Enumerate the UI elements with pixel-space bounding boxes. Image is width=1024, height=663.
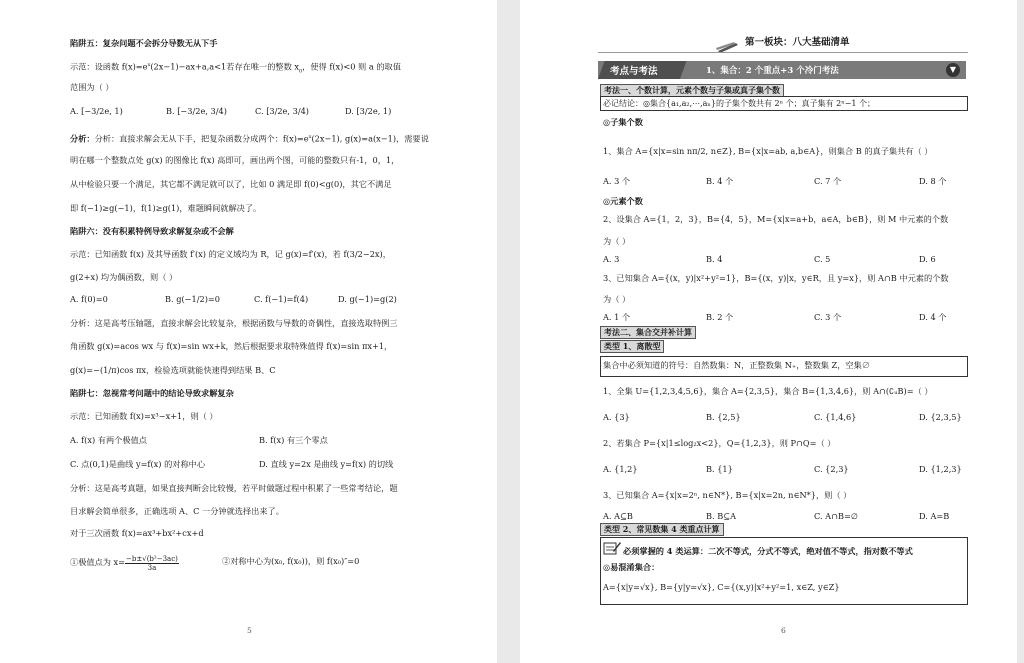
subset-subheading: ◎子集个数 xyxy=(603,117,643,127)
method2-heading: 考法二、集合交并补计算 xyxy=(600,326,696,339)
q4-option-a: A. {3} xyxy=(603,412,630,422)
q4-option-d: D. {2,3,5} xyxy=(919,412,962,422)
trap6-option-b: B. g(−1/2)=0 xyxy=(165,294,220,304)
trap5-title: 陷阱五：复杂问题不会拆分导数无从下手 xyxy=(70,38,218,48)
trap5-option-b: B. [−3/2e, 3/4) xyxy=(166,106,227,116)
question-6: 3、已知集合 A={x|x=2ⁿ, n∈N*}, B={x|x=2n, n∈N*}，则（ ） xyxy=(603,490,852,500)
q5-option-b: B. {1} xyxy=(706,464,733,474)
method1-heading: 考法一、个数计算，元素个数与子集或真子集个数 xyxy=(600,84,784,97)
trap5-analysis-line1: 分析：分析：直接求解会无从下手，把复杂函数分成两个：$f(x)=e^x(2x-1)$, g(x)=a(x−1)，需要说 xyxy=(70,133,429,144)
q6-option-d: D. A=B xyxy=(919,511,950,521)
page-number-right: 6 xyxy=(781,626,786,635)
trap5-question-line1: 示范：设函数 $f(x)=e^x(2x-1)-ax+a,a<1$若存在唯一的整数 $x_0$，使得 f(x)<0 则 a 的取值 xyxy=(70,61,401,75)
q2-option-a: A. 3 xyxy=(603,254,620,264)
trap7-point1: ①极值点为 x= $\frac{\text{−b±√(b²−3ac)}}{3a}$ xyxy=(70,554,178,572)
q1-option-d: D. 8 个 xyxy=(919,176,947,186)
trap5-option-a: A. [−3/2e, 1) xyxy=(70,106,123,116)
question-1: 1、集合 A={x|x=sin nπ/2, n∈Z}, B={x|x=ab, a,b∈A}，则集合 B 的真子集共有（ ） xyxy=(603,146,933,156)
extremum-fraction: $\frac{\text{−b±√(b²−3ac)}}{3a}$ xyxy=(126,554,178,572)
trap5-analysis-line4: 即 f(−1)≥g(−1)，f(1)≥g(1)，难题瞬间就解决了。 xyxy=(70,203,262,213)
q2-option-b: B. 4 xyxy=(706,254,723,264)
trap5-question-line2: 范围为（ ） xyxy=(70,82,114,92)
type2-must-know: 必须掌握的 4 类运算：二次不等式，分式不等式，绝对值不等式，指对数不等式 xyxy=(623,546,913,556)
type2-easy-confuse: ◎易混淆集合： xyxy=(603,562,660,572)
section-band-subtitle: 1、集合：2 个重点+3 个冷门考法 xyxy=(706,66,839,76)
q3-option-b: B. 2 个 xyxy=(706,312,734,322)
trap7-option-d: D. 直线 y=2x 是曲线 y=f(x) 的切线 xyxy=(259,459,394,469)
trap6-analysis-line2: 角函数 g(x)=acos wx 与 f(x)=sin wx+k，然后根据要求取特殊值得 f(x)=sin πx+1， xyxy=(70,341,393,351)
block-title: 第一板块：八大基础清单 xyxy=(745,37,850,48)
pencil-icon xyxy=(603,540,621,554)
q3-option-d: D. 4 个 xyxy=(919,312,947,322)
trap6-option-a: A. f(0)=0 xyxy=(70,294,108,304)
question-3-line2: 为（ ） xyxy=(603,294,631,304)
trap6-option-c: C. f(−1)=f(4) xyxy=(254,294,309,304)
method1-conclusion: 必记结论：◎集合{a₁,a₂,⋯,aₙ}的子集个数共有 2ⁿ 个；真子集有 2ⁿ−1 个； xyxy=(603,99,876,108)
type2-sets: A={x|y=√x}, B={y|y=√x}, C={(x,y)|x²+y²=1, x∈Z, y∈Z} xyxy=(603,582,840,592)
q4-option-b: B. {2,5} xyxy=(706,412,741,422)
q5-option-d: D. {1,2,3} xyxy=(919,464,962,474)
q1-option-a: A. 3 个 xyxy=(603,176,631,186)
trap5-option-c: C. [3/2e, 3/4) xyxy=(255,106,309,116)
question-5: 2、若集合 P={x|1≤log₂x<2}，Q={1,2,3}，则 P∩Q=（ ） xyxy=(603,438,836,448)
trap7-analysis-line2: 目求解会简单很多，正确选项 A、C 一分钟就选择出来了。 xyxy=(70,506,284,516)
element-count-subheading: ◎元素个数 xyxy=(603,196,643,206)
question-2-line2: 为（ ） xyxy=(603,236,631,246)
trap7-point2: ②对称中心为(x₀, f(x₀))，则 f(x₀)″=0 xyxy=(222,556,360,566)
block-title-icon xyxy=(716,38,740,50)
trap6-question-line2: g(2+x) 均为偶函数，则（ ） xyxy=(70,272,178,282)
trap7-option-b: B. f(x) 有三个零点 xyxy=(259,435,328,445)
left-page xyxy=(0,0,497,663)
type2-heading: 类型 2、常见数集 4 类重点计算 xyxy=(600,523,724,536)
trap7-title: 陷阱七：忽视常考问题中的结论导致求解复杂 xyxy=(70,388,234,398)
q5-option-a: A. {1,2} xyxy=(603,464,638,474)
question-2-line1: 2、设集合 A={1，2，3}，B={4，5}，M={x|x=a+b，a∈A，b∈B}，则 M 中元素的个数 xyxy=(603,214,949,224)
trap6-analysis-line3: g(x)=−(1/π)cos πx，检验选项就能快速得到结果 B、C xyxy=(70,365,276,375)
type1-heading: 类型 1、离散型 xyxy=(600,340,664,353)
q1-option-c: C. 7 个 xyxy=(814,176,842,186)
trap7-cubic: 对于三次函数 f(x)=ax³+bx²+cx+d xyxy=(70,528,204,538)
q5-option-c: C. {2,3} xyxy=(814,464,849,474)
q6-option-c: C. A∩B=∅ xyxy=(814,511,858,521)
q3-option-c: C. 3 个 xyxy=(814,312,842,322)
trap7-analysis-line1: 分析：这是高考真题，如果直接判断会比较慢，若平时做题过程中积累了一些常考结论，题 xyxy=(70,483,398,493)
q6-option-a: A. A⊆B xyxy=(603,511,633,521)
trap6-title: 陷阱六：没有积累特例导致求解复杂或不会解 xyxy=(70,226,234,236)
trap6-option-d: D. g(−1)=g(2) xyxy=(338,294,397,304)
q4-option-c: C. {1,4,6} xyxy=(814,412,857,422)
q1-option-b: B. 4 个 xyxy=(706,176,734,186)
trap6-question-line1: 示范：已知函数 f(x) 及其导函数 f′(x) 的定义域均为 R，记 g(x)=f′(x)，若 f(3/2−2x)， xyxy=(70,249,391,259)
q3-option-a: A. 1 个 xyxy=(603,312,631,322)
type1-symbols: 集合中必须知道的符号：自然数集：N，正整数集 N₊，整数集 Z，空集∅ xyxy=(603,360,870,370)
q6-option-b: B. B⊆A xyxy=(706,511,737,521)
q2-option-c: C. 5 xyxy=(814,254,831,264)
title-rule xyxy=(598,52,968,53)
section-band-label: 考点与考法 xyxy=(610,66,658,77)
page-number: 5 xyxy=(247,626,252,635)
chevron-down-icon: ▼ xyxy=(946,63,960,77)
trap5-analysis-line2: 明在哪一个整数点处 g(x) 的图像比 f(x) 高即可，画出两个图，可能的整数只有-1，0，1， xyxy=(70,155,400,165)
question-3-line1: 3、已知集合 A={(x，y)|x²+y²=1}，B={(x，y)|x，y∈R，且 y=x}，则 A∩B 中元素的个数 xyxy=(603,273,949,283)
trap7-option-c: C. 点(0,1)是曲线 y=f(x) 的对称中心 xyxy=(70,459,206,469)
q2-option-d: D. 6 xyxy=(919,254,936,264)
question-4: 1、全集 U={1,2,3,4,5,6}，集合 A={2,3,5}，集合 B={1,3,4,6}，则 A∩(∁ᵤB)=（ ） xyxy=(603,386,933,396)
trap6-analysis-line1: 分析：这是高考压轴题，直接求解会比较复杂，根据函数与导数的奇偶性，直接选取特例三 xyxy=(70,318,398,328)
trap7-option-a: A. f(x) 有两个极值点 xyxy=(70,435,147,445)
trap5-analysis-line3: 从中检验只要一个满足，其它都不满足就可以了，比如 0 满足即 f(0)<g(0)，其它不满足 xyxy=(70,179,392,189)
trap7-question: 示范：已知函数 f(x)=x³−x+1，则（ ） xyxy=(70,411,218,421)
trap5-option-d: D. [3/2e, 1) xyxy=(345,106,392,116)
